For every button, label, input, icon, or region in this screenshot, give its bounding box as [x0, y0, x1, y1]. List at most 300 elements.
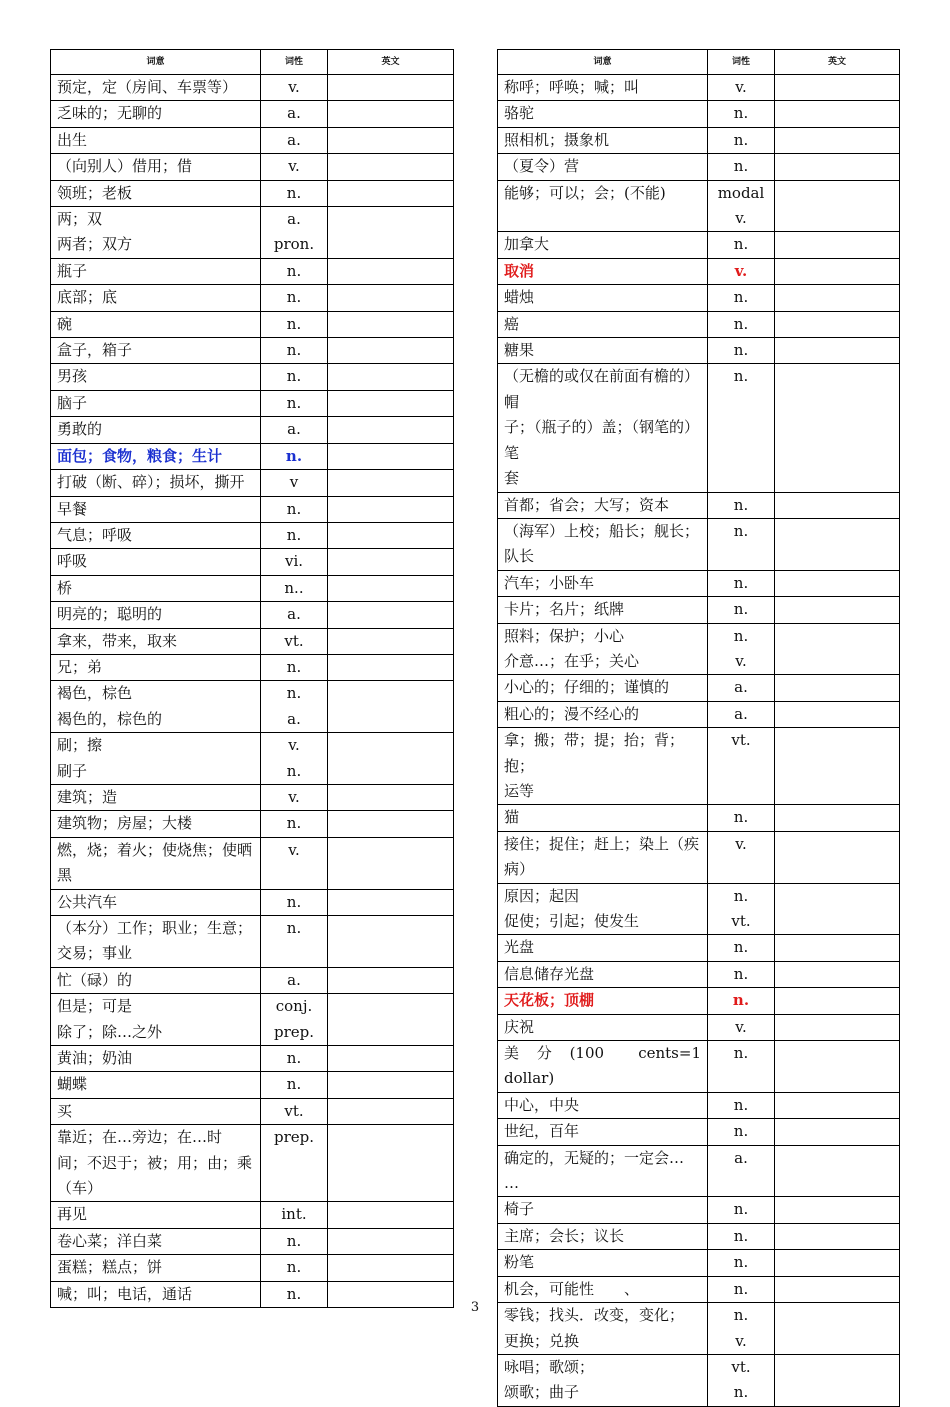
meaning-cell	[498, 728, 708, 805]
vocab-row	[498, 831, 900, 883]
english-cell[interactable]	[775, 285, 900, 311]
meaning-cell	[498, 258, 708, 284]
pos-line: n.	[733, 626, 749, 645]
meaning-line: 加拿大	[504, 235, 550, 254]
vocab-row	[51, 311, 454, 337]
english-cell[interactable]	[775, 75, 900, 101]
meaning-line: 能够；可以；会；(不能)	[504, 183, 666, 202]
pos-cell	[261, 207, 328, 259]
meaning-cell	[498, 518, 708, 570]
vocab-row	[51, 154, 454, 180]
pos-cell	[261, 916, 328, 968]
vocab-row	[498, 675, 900, 701]
english-cell[interactable]	[328, 285, 454, 311]
pos-cell	[708, 311, 775, 337]
english-cell[interactable]	[328, 1125, 454, 1202]
pos-cell	[708, 338, 775, 364]
vocab-row	[51, 338, 454, 364]
meaning-cell	[51, 338, 261, 364]
meaning-cell	[51, 602, 261, 628]
english-cell[interactable]	[328, 101, 454, 127]
vocab-row	[498, 1276, 900, 1302]
meaning-cell	[498, 75, 708, 101]
pos-line: n.	[733, 938, 749, 957]
english-cell[interactable]	[775, 258, 900, 284]
pos-line: n.	[733, 808, 749, 827]
pos-cell	[261, 101, 328, 127]
meaning-line: 庆祝	[504, 1017, 535, 1036]
pos-line: n.	[733, 600, 749, 619]
vocab-row	[498, 285, 900, 311]
vocab-row	[498, 75, 900, 101]
meaning-line: 面包；食物，粮食；生计	[57, 446, 223, 465]
meaning-line: 褐色，棕色	[57, 684, 133, 703]
vocab-row	[51, 1072, 454, 1098]
english-cell[interactable]	[328, 784, 454, 810]
english-cell[interactable]	[775, 101, 900, 127]
meaning-line: 勇敢的	[57, 420, 103, 439]
meaning-line: 原因；起因	[504, 886, 580, 905]
pos-line: v.	[734, 261, 748, 280]
pos-line: n.	[286, 525, 302, 544]
english-cell[interactable]	[328, 916, 454, 968]
meaning-cell	[498, 1250, 708, 1276]
english-cell[interactable]	[328, 311, 454, 337]
pos-line: n.	[733, 1253, 749, 1272]
pos-line: v.	[288, 787, 300, 806]
pos-line: vi.	[284, 552, 304, 571]
english-cell[interactable]	[328, 1228, 454, 1254]
english-cell[interactable]	[328, 1046, 454, 1072]
pos-line: n.	[733, 314, 749, 333]
meaning-cell	[51, 811, 261, 837]
pos-cell	[708, 1092, 775, 1118]
meaning-line: 黄油；奶油	[57, 1049, 133, 1068]
vocab-row	[51, 1098, 454, 1124]
vocab-row	[51, 654, 454, 680]
meaning-line: 喊；叫；电话，通话	[57, 1284, 193, 1303]
meaning-line: 底部；底	[57, 288, 118, 307]
meaning-cell	[51, 628, 261, 654]
pos-line: pron.	[273, 235, 315, 254]
vocab-row	[51, 916, 454, 968]
vocab-row	[51, 390, 454, 416]
meaning-line: （向别人）借用；借	[57, 157, 193, 176]
header-english: 英文	[775, 50, 900, 75]
pos-line: int.	[281, 1205, 307, 1224]
english-cell[interactable]	[328, 1202, 454, 1228]
meaning-line: 两者；双方	[57, 235, 133, 254]
meaning-cell	[51, 364, 261, 390]
meaning-cell	[51, 154, 261, 180]
vocab-row	[498, 883, 900, 935]
meaning-line: 主席；会长；议长	[504, 1226, 625, 1245]
pos-cell	[261, 1255, 328, 1281]
meaning-line: dollar)	[504, 1069, 555, 1088]
pos-line: a.	[287, 104, 301, 123]
english-cell[interactable]	[775, 961, 900, 987]
pos-line: n.	[286, 367, 302, 386]
english-cell[interactable]	[775, 127, 900, 153]
pos-line: n.	[733, 104, 749, 123]
meaning-cell	[51, 390, 261, 416]
english-cell[interactable]	[328, 154, 454, 180]
pos-line: a.	[287, 605, 301, 624]
pos-cell	[261, 75, 328, 101]
pos-line: n.	[286, 1258, 302, 1277]
meaning-line: 首都；省会；大写；资本	[504, 495, 670, 514]
english-cell[interactable]	[328, 364, 454, 390]
english-cell[interactable]	[328, 1255, 454, 1281]
meaning-cell	[51, 575, 261, 601]
meaning-line: 领班；老板	[57, 183, 133, 202]
english-cell[interactable]	[328, 1072, 454, 1098]
vocab-table-right	[497, 49, 900, 1407]
english-cell[interactable]	[328, 549, 454, 575]
pos-cell	[708, 961, 775, 987]
meaning-cell	[498, 623, 708, 675]
meaning-line: 公共汽车	[57, 892, 118, 911]
pos-line: n.	[286, 183, 302, 202]
meaning-line: 拿；搬；带；提；抬；背；抱；	[504, 731, 685, 775]
meaning-line: 出生	[57, 130, 88, 149]
vocab-row	[498, 232, 900, 258]
english-cell[interactable]	[775, 805, 900, 831]
vocab-row	[498, 1041, 900, 1093]
meaning-cell	[498, 1276, 708, 1302]
english-cell[interactable]	[775, 728, 900, 805]
meaning-line: 碗	[57, 314, 73, 333]
english-cell[interactable]	[328, 522, 454, 548]
meaning-line: 两；双	[57, 210, 103, 229]
meaning-cell	[51, 1046, 261, 1072]
meaning-line: 预定，定（房间、车票等）	[57, 78, 238, 96]
meaning-cell	[498, 988, 708, 1014]
pos-line: n.	[733, 573, 749, 592]
pos-line: n.	[286, 393, 302, 412]
vocab-row	[498, 935, 900, 961]
meaning-line: 忙（碌）的	[57, 970, 133, 989]
meaning-line: 信息储存光盘	[504, 964, 595, 983]
english-cell[interactable]	[775, 364, 900, 492]
vocab-row	[51, 470, 454, 496]
meaning-line: 机会，可能性 、	[504, 1279, 640, 1298]
english-cell[interactable]	[775, 518, 900, 570]
pos-line: conj.	[275, 997, 313, 1016]
pos-cell	[708, 701, 775, 727]
english-cell[interactable]	[775, 232, 900, 258]
vocab-rows-left	[51, 75, 454, 1308]
pos-line: v.	[735, 651, 747, 670]
pos-line: modal	[717, 183, 765, 202]
english-cell[interactable]	[775, 311, 900, 337]
meaning-line: 呼吸	[57, 552, 88, 571]
pos-line: n.	[286, 1284, 302, 1303]
english-cell[interactable]	[328, 837, 454, 889]
english-cell[interactable]	[775, 180, 900, 232]
meaning-line: 美 分 (100 cents=1	[504, 1044, 701, 1063]
vocab-row	[51, 180, 454, 206]
english-cell[interactable]	[775, 492, 900, 518]
vocab-row	[51, 602, 454, 628]
pos-cell	[708, 127, 775, 153]
vocab-row	[498, 1092, 900, 1118]
meaning-cell	[498, 154, 708, 180]
vocab-row	[51, 258, 454, 284]
english-cell[interactable]	[775, 1354, 900, 1406]
english-cell[interactable]	[775, 701, 900, 727]
pos-cell	[261, 837, 328, 889]
meaning-line: 交易；事业	[57, 944, 133, 963]
meaning-cell	[51, 285, 261, 311]
vocab-row	[51, 733, 454, 785]
english-cell[interactable]	[328, 496, 454, 522]
english-cell[interactable]	[775, 1197, 900, 1223]
pos-cell	[261, 496, 328, 522]
vocab-row	[498, 805, 900, 831]
meaning-line: 但是；可是	[57, 997, 133, 1016]
pos-line: n.	[733, 288, 749, 307]
english-cell[interactable]	[775, 154, 900, 180]
pos-line: a.	[287, 970, 301, 989]
english-cell[interactable]	[775, 1250, 900, 1276]
pos-cell	[708, 805, 775, 831]
vocab-row	[498, 701, 900, 727]
english-cell[interactable]	[328, 75, 454, 101]
meaning-line: 更换；兑换	[504, 1331, 580, 1350]
english-cell[interactable]	[328, 338, 454, 364]
meaning-cell	[51, 1228, 261, 1254]
vocab-row	[498, 1197, 900, 1223]
english-cell[interactable]	[328, 575, 454, 601]
meaning-line: （夏令）营	[504, 157, 580, 176]
meaning-line: 早餐	[57, 499, 88, 518]
english-cell[interactable]	[328, 180, 454, 206]
english-cell[interactable]	[328, 443, 454, 469]
meaning-cell	[498, 935, 708, 961]
pos-cell	[708, 101, 775, 127]
meaning-line: 男孩	[57, 367, 88, 386]
english-cell[interactable]	[328, 654, 454, 680]
english-cell[interactable]	[775, 1092, 900, 1118]
pos-line: n.	[733, 964, 749, 983]
meaning-line: 咏唱；歌颂；	[504, 1357, 595, 1376]
pos-line: n.	[733, 1200, 749, 1219]
english-cell[interactable]	[775, 883, 900, 935]
meaning-cell	[51, 654, 261, 680]
meaning-cell	[51, 1072, 261, 1098]
vocab-row	[498, 728, 900, 805]
pos-line: a.	[287, 709, 301, 728]
english-cell[interactable]	[328, 889, 454, 915]
pos-line: n.	[286, 314, 302, 333]
meaning-cell	[498, 1145, 708, 1197]
english-cell[interactable]	[775, 1145, 900, 1197]
pos-line: n.	[733, 235, 749, 254]
pos-cell	[261, 311, 328, 337]
vocab-row	[498, 623, 900, 675]
pos-line: n.	[286, 1231, 302, 1250]
pos-line: n.	[733, 1383, 749, 1402]
meaning-cell	[51, 1202, 261, 1228]
meaning-line: 取消	[504, 261, 535, 280]
english-cell[interactable]	[775, 570, 900, 596]
pos-line: a.	[287, 130, 301, 149]
pos-cell	[261, 602, 328, 628]
pos-line: a.	[734, 678, 748, 697]
meaning-cell	[498, 1092, 708, 1118]
meaning-line: 明亮的；聪明的	[57, 605, 163, 624]
english-cell[interactable]	[328, 602, 454, 628]
english-cell[interactable]	[328, 417, 454, 443]
meaning-line: 刷子	[57, 761, 88, 780]
vocab-row	[498, 961, 900, 987]
pos-cell	[261, 390, 328, 416]
pos-line: prep.	[273, 1128, 315, 1147]
meaning-cell	[51, 967, 261, 993]
meaning-line: 汽车；小卧车	[504, 573, 595, 592]
vocab-row	[498, 154, 900, 180]
english-cell[interactable]	[775, 338, 900, 364]
meaning-cell	[498, 1041, 708, 1093]
meaning-cell	[51, 1125, 261, 1202]
pos-cell	[708, 75, 775, 101]
meaning-line: 打破（断、碎）；损坏，撕开	[57, 473, 245, 492]
english-cell[interactable]	[328, 811, 454, 837]
pos-line: n.	[286, 288, 302, 307]
meaning-line: 套	[504, 469, 520, 488]
english-cell[interactable]	[775, 675, 900, 701]
meaning-cell	[498, 1223, 708, 1249]
vocab-row	[498, 1145, 900, 1197]
english-cell[interactable]	[775, 1041, 900, 1093]
meaning-cell	[498, 1197, 708, 1223]
meaning-cell	[498, 1014, 708, 1040]
pos-line: vt.	[284, 1101, 304, 1120]
meaning-line: 介意…；在乎；关心	[504, 651, 640, 670]
english-cell[interactable]	[775, 1014, 900, 1040]
meaning-line: 盒子，箱子	[57, 341, 133, 360]
pos-cell	[261, 1228, 328, 1254]
meaning-line	[504, 206, 701, 231]
english-cell[interactable]	[328, 470, 454, 496]
vocab-row	[498, 1119, 900, 1145]
pos-line: vt.	[731, 1357, 751, 1376]
meaning-line: 卡片；名片；纸牌	[504, 600, 625, 619]
header-meaning: 词意	[51, 50, 261, 75]
meaning-line: 瓶子	[57, 261, 88, 280]
english-cell[interactable]	[328, 967, 454, 993]
meaning-line: 骆驼	[504, 104, 535, 123]
english-cell[interactable]	[328, 1098, 454, 1124]
meaning-line: 蝴蝶	[57, 1075, 88, 1094]
english-cell[interactable]	[775, 1223, 900, 1249]
meaning-cell	[51, 311, 261, 337]
english-cell[interactable]	[328, 681, 454, 733]
pos-line: n.	[286, 657, 302, 676]
pos-cell	[708, 935, 775, 961]
vocab-row	[498, 492, 900, 518]
pos-line: v.	[288, 736, 300, 755]
pos-cell	[261, 258, 328, 284]
pos-cell	[261, 417, 328, 443]
pos-line: n.	[733, 1044, 749, 1063]
english-cell[interactable]	[328, 733, 454, 785]
english-cell[interactable]	[775, 1119, 900, 1145]
meaning-line: 粉笔	[504, 1253, 535, 1272]
meaning-cell	[498, 101, 708, 127]
vocab-row	[51, 364, 454, 390]
meaning-line: 接住；捉住；赶上；染上（疾	[504, 834, 700, 853]
pos-line: a.	[287, 210, 301, 229]
pos-cell	[708, 831, 775, 883]
pos-cell	[261, 1072, 328, 1098]
meaning-cell	[498, 961, 708, 987]
english-cell[interactable]	[328, 994, 454, 1046]
english-cell[interactable]	[775, 623, 900, 675]
vocab-row	[498, 518, 900, 570]
meaning-line: 病）	[504, 860, 535, 879]
english-cell[interactable]	[328, 207, 454, 259]
pos-line: n.	[286, 341, 302, 360]
pos-cell	[708, 258, 775, 284]
pos-cell	[261, 522, 328, 548]
english-cell[interactable]	[775, 988, 900, 1014]
meaning-cell	[51, 733, 261, 785]
english-cell[interactable]	[328, 258, 454, 284]
pos-line: n.	[733, 1226, 749, 1245]
vocab-row	[51, 207, 454, 259]
pos-cell	[708, 623, 775, 675]
meaning-cell	[498, 570, 708, 596]
meaning-line: 照相机；摄象机	[504, 130, 610, 149]
pos-line: v.	[735, 1017, 747, 1036]
meaning-cell	[51, 784, 261, 810]
vocab-row	[51, 889, 454, 915]
english-cell[interactable]	[775, 1276, 900, 1302]
meaning-line: 买	[57, 1101, 73, 1120]
english-cell[interactable]	[328, 127, 454, 153]
pos-cell	[261, 811, 328, 837]
meaning-line: 建筑；造	[57, 787, 118, 806]
english-cell[interactable]	[775, 831, 900, 883]
pos-line: vt.	[731, 912, 751, 930]
meaning-cell	[498, 127, 708, 153]
english-cell[interactable]	[775, 935, 900, 961]
meaning-cell	[498, 311, 708, 337]
pos-cell	[708, 1145, 775, 1197]
meaning-line: …	[504, 1174, 519, 1193]
pos-cell	[261, 1098, 328, 1124]
english-cell[interactable]	[328, 628, 454, 654]
english-cell[interactable]	[775, 597, 900, 623]
pos-cell	[708, 883, 775, 935]
meaning-line: 粗心的；漫不经心的	[504, 704, 640, 723]
vocab-row	[51, 549, 454, 575]
header-pos: 词性	[261, 50, 328, 75]
pos-cell	[708, 1119, 775, 1145]
meaning-cell	[51, 837, 261, 889]
pos-line: n.	[286, 919, 302, 937]
meaning-cell	[51, 681, 261, 733]
english-cell[interactable]	[328, 390, 454, 416]
vocab-row	[51, 1046, 454, 1072]
pos-cell	[261, 575, 328, 601]
meaning-line: 子；（瓶子的）盖；（钢笔的）笔	[504, 418, 700, 462]
pos-cell	[708, 1197, 775, 1223]
pos-cell	[708, 232, 775, 258]
meaning-cell	[51, 127, 261, 153]
